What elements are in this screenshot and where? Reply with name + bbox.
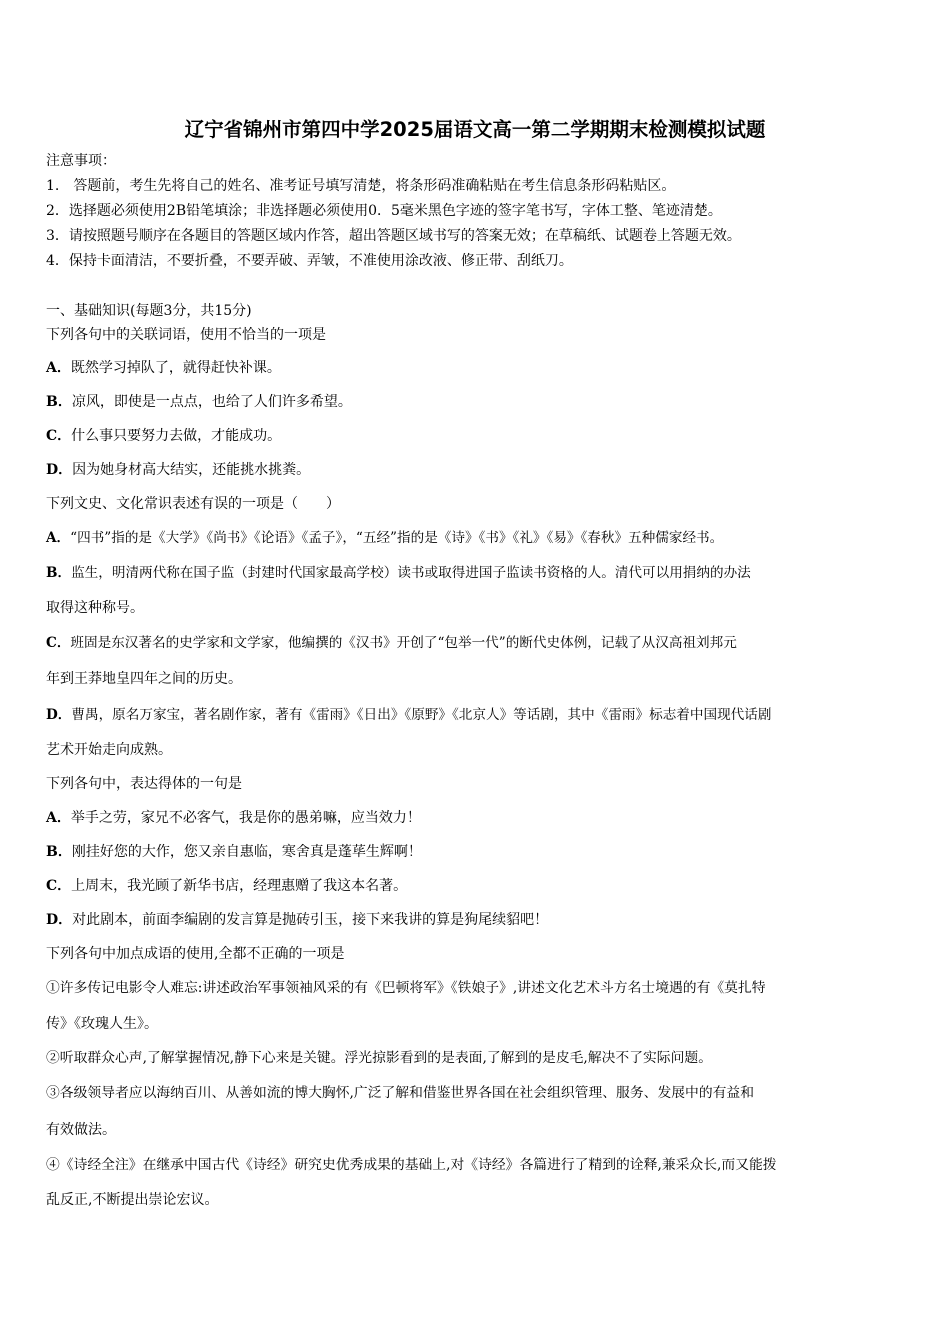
option-text: 曹禺，原名万家宝，著名剧作家，著有《雷雨》《日出》《原野》《北京人》等话剧，其中《雷雨》标志着中国现代话剧 xyxy=(71,707,772,723)
q1-stem: 下列各句中的关联词语，使用不恰当的一项是 xyxy=(46,327,326,343)
option-letter: D． xyxy=(46,707,72,723)
q3-option-c xyxy=(46,876,407,896)
option-text: 上周末，我光顾了新华书店，经理惠赠了我这本名著。 xyxy=(71,878,408,894)
q2-option-d-cont: 艺术开始走向成熟。 xyxy=(46,742,172,758)
q4-item-3-cont: 有效做法。 xyxy=(46,1122,116,1138)
q4-item-3: ③各级领导者应以海纳百川、从善如流的博大胸怀,广泛了解和借鉴世界各国在社会组织管理、服务、发展中的有益和 xyxy=(46,1085,755,1101)
option-letter: C． xyxy=(46,878,72,894)
q2-option-c-cont: 年到王莽地皇四年之间的历史。 xyxy=(46,671,242,687)
q4-item-4-cont: 乱反正,不断提出崇论宏议。 xyxy=(46,1192,219,1208)
option-text: 刚挂好您的大作，您又亲自惠临，寒舍真是蓬荜生辉啊！ xyxy=(71,844,422,860)
option-letter: B． xyxy=(46,844,72,860)
option-letter: D． xyxy=(46,912,73,928)
option-letter: C． xyxy=(46,428,72,444)
q4-item-4: ④《诗经全注》在继承中国古代《诗经》研究史优秀成果的基础上,对《诗经》各篇进行了精到的诠释,兼采众长,而又能拨 xyxy=(46,1157,777,1173)
notice-heading: 注意事项： xyxy=(46,153,116,169)
q2-option-d xyxy=(46,705,771,725)
option-text: 班固是东汉著名的史学家和文学家，他编撰的《汉书》开创了“包举一代”的断代史体例，记载了从汉高祖刘邦元 xyxy=(70,635,737,651)
q3-option-b xyxy=(46,842,422,862)
option-letter: B． xyxy=(46,394,72,410)
option-text: 监生，明清两代称在国子监（封建时代国家最高学校）读书或取得进国子监读书资格的人。清代可以用捐纳的办法 xyxy=(71,565,751,581)
section-heading: 一、基础知识(每题3分，共15分) xyxy=(46,303,252,319)
option-letter: A． xyxy=(46,360,71,376)
q3-option-a xyxy=(46,808,421,828)
option-letter: A． xyxy=(46,530,71,546)
q4-stem: 下列各句中加点成语的使用,全都不正确的一项是 xyxy=(46,946,345,962)
q1-option-d xyxy=(46,460,310,480)
option-text: 凉风，即使是一点点，也给了人们许多希望。 xyxy=(71,394,352,410)
q1-option-c xyxy=(46,426,281,446)
option-letter: D． xyxy=(46,462,73,478)
notice-item-3: 3．请按照题号顺序在各题目的答题区域内作答，超出答题区域书写的答案无效；在草稿纸、试题卷上答题无效。 xyxy=(46,228,741,244)
q2-option-b xyxy=(46,563,751,583)
q2-stem: 下列文史、文化常识表述有误的一项是（ ） xyxy=(46,496,340,512)
q2-option-a xyxy=(46,528,723,548)
q4-item-2: ②听取群众心声,了解掌握情况,静下心来是关键。浮光掠影看到的是表面,了解到的是皮毛,解决不了实际问题。 xyxy=(46,1050,712,1066)
option-text: 什么事只要努力去做，才能成功。 xyxy=(71,428,282,444)
page-title: 辽宁省锦州市第四中学2025届语文高一第二学期期末检测模拟试题 xyxy=(184,118,766,141)
option-letter: C． xyxy=(46,635,71,651)
q2-option-c xyxy=(46,633,737,653)
notice-item-1: 1. 答题前，考生先将自己的姓名、准考证号填写清楚，将条形码准确粘贴在考生信息条形码粘贴区。 xyxy=(46,178,676,194)
q1-option-b xyxy=(46,392,352,412)
q3-stem: 下列各句中，表达得体的一句是 xyxy=(46,776,242,792)
option-text: 举手之劳，家兄不必客气，我是你的愚弟嘛，应当效力！ xyxy=(70,810,421,826)
option-text: “四书”指的是《大学》《尚书》《论语》《孟子》，“五经”指的是《诗》《书》《礼》《易》《春秋》五种儒家经书。 xyxy=(70,530,724,546)
q4-item-1-cont: 传》《玫瑰人生》。 xyxy=(46,1016,158,1032)
notice-item-4: 4．保持卡面清洁，不要折叠，不要弄破、弄皱，不准使用涂改液、修正带、刮纸刀。 xyxy=(46,253,573,269)
notice-item-2: 2．选择题必须使用2B铅笔填涂；非选择题必须使用0．5毫米黑色字迹的签字笔书写，字体工整、笔迹清楚。 xyxy=(46,203,722,219)
option-text: 对此剧本，前面李编剧的发言算是抛砖引玉，接下来我讲的算是狗尾续貂吧！ xyxy=(72,912,549,928)
option-letter: B． xyxy=(46,565,72,581)
option-text: 因为她身材高大结实，还能挑水挑粪。 xyxy=(72,462,311,478)
q1-option-a xyxy=(46,358,281,378)
option-text: 既然学习掉队了，就得赶快补课。 xyxy=(70,360,281,376)
q2-option-b-cont: 取得这种称号。 xyxy=(46,600,144,616)
q3-option-d xyxy=(46,910,548,930)
option-letter: A． xyxy=(46,810,71,826)
q4-item-1: ①许多传记电影令人难忘:讲述政治军事领袖风采的有《巴顿将军》《铁娘子》,讲述文化艺术斗方名士境遇的有《莫扎特 xyxy=(46,980,766,996)
